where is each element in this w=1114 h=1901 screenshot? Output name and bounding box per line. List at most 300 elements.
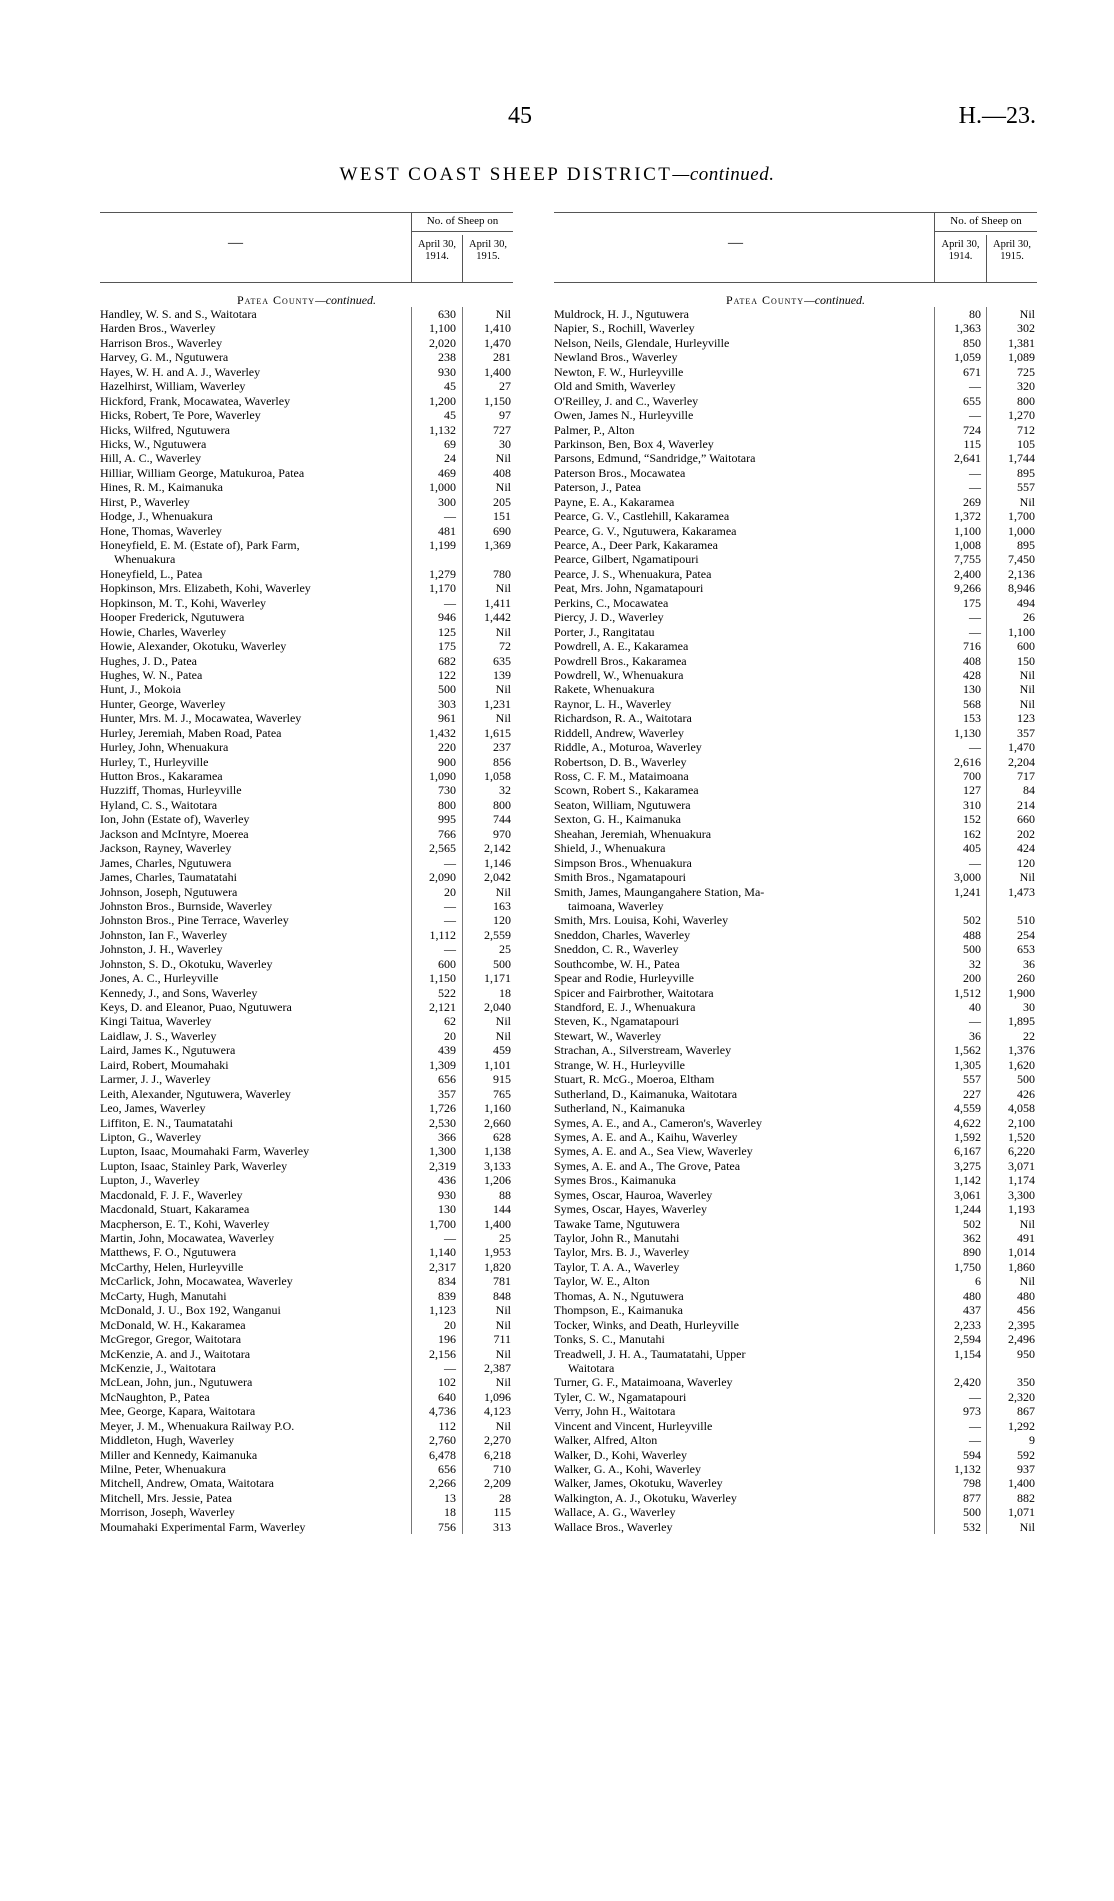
table-row — [100, 625, 513, 639]
sheep-1915: 36 — [1023, 956, 1035, 971]
table-row — [554, 1130, 1037, 1144]
sheep-1914: — — [969, 1418, 981, 1433]
sheep-1914: 961 — [438, 711, 456, 726]
sheep-1915: Nil — [1019, 1216, 1035, 1231]
table-row — [554, 1404, 1037, 1418]
owner-name: Liffiton, E. N., Taumatatahi — [100, 1115, 234, 1130]
table-row — [100, 1303, 513, 1317]
owner-name: Symes Bros., Kaimanuka — [554, 1173, 676, 1188]
owner-name: Smith, Mrs. Louisa, Kohi, Waverley — [554, 913, 729, 928]
sheep-1915: 30 — [499, 436, 511, 451]
table-row — [100, 1361, 513, 1375]
table-row — [554, 524, 1037, 538]
sheep-1915: 281 — [493, 350, 511, 365]
owner-name: Macdonald, Stuart, Kakaramea — [100, 1202, 250, 1217]
sheep-1914: 656 — [438, 1072, 456, 1087]
owner-name: Jackson, Rayney, Waverley — [100, 841, 232, 856]
sheep-1914: 2,616 — [954, 754, 981, 769]
table-row — [554, 957, 1037, 971]
owner-name: Steven, K., Ngamatapouri — [554, 1014, 679, 1029]
owner-name: Spear and Rodie, Hurleyville — [554, 971, 694, 986]
table-row — [100, 1144, 513, 1158]
owner-name: Middleton, Hugh, Waverley — [100, 1433, 235, 1448]
owner-name: Hilliar, William George, Matukuroa, Patea — [100, 465, 305, 480]
owner-name: Harden Bros., Waverley — [100, 321, 216, 336]
sheep-1914: 112 — [438, 1418, 456, 1433]
page-title-continued: —continued. — [672, 164, 775, 185]
sheep-1915: 426 — [1017, 1086, 1035, 1101]
owner-name: Nelson, Neils, Glendale, Hurleyville — [554, 335, 730, 350]
sheep-1914: 220 — [438, 740, 456, 755]
sheep-1914: 152 — [963, 812, 981, 827]
page-title — [0, 164, 1114, 186]
table-row — [554, 509, 1037, 523]
owner-name: Honeyfield, L., Patea — [100, 566, 203, 581]
table-row — [554, 1144, 1037, 1158]
owner-name: Raynor, L. H., Waverley — [554, 696, 672, 711]
sheep-1914: 362 — [963, 1231, 981, 1245]
table-row — [100, 451, 513, 465]
sheep-count-header: No. of Sheep on — [935, 215, 1037, 232]
sheep-1915: 653 — [1017, 942, 1035, 957]
sheep-1914: 18 — [444, 1505, 456, 1520]
sheep-1915: 717 — [1017, 769, 1035, 783]
owner-name: Waitotara — [568, 1360, 615, 1375]
page-reference: H.—23. — [958, 103, 1036, 129]
owner-name: Morrison, Joseph, Waverley — [100, 1505, 235, 1520]
sheep-1914: 439 — [438, 1043, 456, 1058]
sheep-1914: 2,266 — [429, 1476, 456, 1491]
table-row — [554, 654, 1037, 668]
owner-name: Huzziff, Thomas, Hurleyville — [100, 783, 242, 798]
table-row — [554, 1347, 1037, 1361]
table-row — [554, 1419, 1037, 1433]
owner-name: Tonks, S. C., Manutahi — [554, 1332, 665, 1347]
table-row — [100, 1116, 513, 1130]
sheep-1915: 408 — [493, 465, 511, 480]
sheep-1915: 1,400 — [484, 1216, 511, 1231]
owner-name: Sexton, G. H., Kaimanuka — [554, 812, 681, 827]
owner-name: Leith, Alexander, Ngutuwera, Waverley — [100, 1086, 291, 1101]
sheep-1915: 88 — [499, 1187, 511, 1202]
owner-name: Tocker, Winks, and Death, Hurleyville — [554, 1317, 739, 1332]
sheep-1915: 2,387 — [484, 1360, 511, 1375]
owner-name: Walkington, A. J., Okotuku, Waverley — [554, 1490, 737, 1505]
owner-name: McCarty, Hugh, Manutahi — [100, 1288, 227, 1303]
owner-name: Hirst, P., Waverley — [100, 494, 190, 509]
sheep-1915: 2,559 — [484, 927, 511, 942]
sheep-1914: — — [969, 1014, 981, 1029]
sheep-1914: 303 — [438, 696, 456, 711]
sheep-1914: 1,726 — [429, 1101, 456, 1116]
sheep-1915: 26 — [1023, 610, 1035, 625]
owner-name: McKenzie, J., Waitotara — [100, 1360, 216, 1375]
sheep-1915: 1,520 — [1008, 1129, 1035, 1144]
table-row — [554, 1245, 1037, 1259]
sheep-1915: 320 — [1017, 379, 1035, 394]
table-row — [554, 1101, 1037, 1115]
table-row — [100, 1289, 513, 1303]
sheep-1915: 2,040 — [484, 1000, 511, 1014]
sheep-1914: 20 — [444, 1317, 456, 1332]
table-row — [554, 1390, 1037, 1404]
sheep-1914: 716 — [963, 639, 981, 654]
owner-name: Stuart, R. McG., Moeroa, Eltham — [554, 1072, 715, 1087]
table-row — [100, 1029, 513, 1043]
owner-name: Taylor, Mrs. B. J., Waverley — [554, 1245, 690, 1260]
table-row — [100, 1217, 513, 1231]
year-1915-header: April 30, 1915. — [469, 239, 507, 262]
sheep-1915: 1,620 — [1008, 1057, 1035, 1072]
table-row — [554, 827, 1037, 841]
owner-name: Laidlaw, J. S., Waverley — [100, 1028, 217, 1043]
table-row — [100, 552, 513, 566]
sheep-1914: — — [444, 509, 456, 524]
sheep-1914: 502 — [963, 1216, 981, 1231]
sheep-1914: — — [444, 913, 456, 928]
table-row — [100, 1231, 513, 1245]
table-row — [554, 1202, 1037, 1216]
owner-name: Martin, John, Mocawatea, Waverley — [100, 1231, 275, 1245]
owner-name: Hicks, W., Ngutuwera — [100, 436, 207, 451]
table-row — [554, 841, 1037, 855]
owner-name: Larmer, J. J., Waverley — [100, 1072, 211, 1087]
sheep-1914: 125 — [438, 624, 456, 639]
sheep-1915: 18 — [499, 985, 511, 1000]
table-row — [554, 1476, 1037, 1490]
owner-name: Johnston, Ian F., Waverley — [100, 927, 228, 942]
sheep-1914: 3,000 — [954, 870, 981, 885]
owner-name: Hyland, C. S., Waitotara — [100, 797, 218, 812]
sheep-1914: 1,130 — [954, 725, 981, 740]
owner-name: Simpson Bros., Whenuakura — [554, 855, 692, 870]
table-row — [100, 697, 513, 711]
table-row — [554, 798, 1037, 812]
sheep-1915: 144 — [493, 1202, 511, 1217]
owner-name: Sheahan, Jeremiah, Whenuakura — [554, 826, 712, 841]
table-row — [100, 841, 513, 855]
sheep-1915: 9 — [1029, 1433, 1035, 1448]
sheep-1914: 532 — [963, 1519, 981, 1534]
table-row — [100, 1462, 513, 1476]
table-row — [554, 394, 1037, 408]
table-row — [100, 495, 513, 509]
table-row — [554, 379, 1037, 393]
owner-name: Verry, John H., Waitotara — [554, 1404, 676, 1419]
table-row — [554, 1433, 1037, 1447]
owner-name: Riddell, Andrew, Waverley — [554, 725, 685, 740]
sheep-1915: 950 — [1017, 1346, 1035, 1361]
table-row — [554, 913, 1037, 927]
sheep-1914: 469 — [438, 465, 456, 480]
owner-name: Paterson, J., Patea — [554, 480, 641, 495]
table-row — [554, 783, 1037, 797]
table-row — [554, 856, 1037, 870]
sheep-1914: 175 — [438, 639, 456, 654]
sheep-1914: 1,363 — [954, 321, 981, 336]
owner-name: Smith Bros., Ngamatapouri — [554, 870, 686, 885]
sheep-1914: 1,170 — [429, 581, 456, 596]
table-row — [100, 1375, 513, 1389]
sheep-1914: 1,562 — [954, 1043, 981, 1058]
table-row — [554, 321, 1037, 335]
sheep-1914: — — [969, 379, 981, 394]
sheep-1914: — — [969, 610, 981, 625]
sheep-1915: 1,174 — [1008, 1173, 1035, 1188]
table-row — [100, 1058, 513, 1072]
owner-name: Hopkinson, M. T., Kohi, Waverley — [100, 595, 267, 610]
owner-name: Turner, G. F., Mataimoana, Waverley — [554, 1375, 733, 1390]
owner-name: Walker, Alfred, Alton — [554, 1433, 658, 1448]
sheep-1915: 867 — [1017, 1404, 1035, 1419]
sheep-1915: 120 — [1017, 855, 1035, 870]
sheep-1914: 488 — [963, 927, 981, 942]
table-row — [554, 423, 1037, 437]
table-row — [554, 1318, 1037, 1332]
sheep-1914: 408 — [963, 653, 981, 668]
sheep-1915: 1,900 — [1008, 985, 1035, 1000]
owner-name: Walker, James, Okotuku, Waverley — [554, 1476, 723, 1491]
owner-name: Taylor, T. A. A., Waverley — [554, 1259, 680, 1274]
owner-name: Muldrock, H. J., Ngutuwera — [554, 307, 689, 321]
table-row — [100, 870, 513, 884]
owner-name: Hughes, J. D., Patea — [100, 653, 197, 668]
owner-name: Macpherson, E. T., Kohi, Waverley — [100, 1216, 270, 1231]
sheep-1915: 151 — [493, 509, 511, 524]
sheep-1914: 1,132 — [954, 1462, 981, 1476]
table-row — [554, 942, 1037, 956]
table-row — [100, 1000, 513, 1014]
owner-name: Leo, James, Waverley — [100, 1101, 206, 1116]
sheep-1914: 45 — [444, 379, 456, 394]
sheep-1915: 725 — [1017, 364, 1035, 379]
sheep-1915: 350 — [1017, 1375, 1035, 1390]
owner-name: Piercy, J. D., Waverley — [554, 610, 664, 625]
sheep-1915: 744 — [493, 812, 511, 827]
sheep-1915: 2,395 — [1008, 1317, 1035, 1332]
owner-name: Taylor, W. E., Alton — [554, 1274, 650, 1289]
sheep-1914: 1,090 — [429, 769, 456, 783]
sheep-1914: 1,592 — [954, 1129, 981, 1144]
table-row — [100, 538, 513, 552]
table-row — [554, 1375, 1037, 1389]
sheep-1914: 437 — [963, 1303, 981, 1318]
sheep-1915: Nil — [495, 884, 511, 899]
table-row — [554, 971, 1037, 985]
owner-name: Smith, James, Maungangahere Station, Ma- — [554, 884, 765, 899]
sheep-1914: 766 — [438, 826, 456, 841]
table-row — [100, 827, 513, 841]
owner-name: Macdonald, F. J. F., Waverley — [100, 1187, 243, 1202]
sheep-1914: 1,305 — [954, 1057, 981, 1072]
owner-name: McDonald, J. U., Box 192, Wanganui — [100, 1303, 281, 1318]
sheep-1914: 630 — [438, 307, 456, 321]
table-row — [554, 1231, 1037, 1245]
sheep-1914: 405 — [963, 841, 981, 856]
sheep-1915: 1,193 — [1008, 1202, 1035, 1217]
owner-name: McLean, John, jun., Ngutuwera — [100, 1375, 253, 1390]
sheep-1914: 850 — [963, 335, 981, 350]
owner-name: Johnston Bros., Burnside, Waverley — [100, 898, 273, 913]
owner-name: Hicks, Robert, Te Pore, Waverley — [100, 408, 261, 423]
sheep-1915: 1,171 — [484, 971, 511, 986]
table-row — [100, 1043, 513, 1057]
sheep-1915: 882 — [1017, 1490, 1035, 1505]
table-row — [554, 726, 1037, 740]
sheep-1915: 202 — [1017, 826, 1035, 841]
table-row — [554, 1000, 1037, 1014]
table-row — [554, 567, 1037, 581]
sheep-1914: 2,156 — [429, 1346, 456, 1361]
sheep-1915: 1,146 — [484, 855, 511, 870]
owner-name: Sutherland, D., Kaimanuka, Waitotara — [554, 1086, 738, 1101]
table-row — [554, 1217, 1037, 1231]
table-row — [100, 711, 513, 725]
sheep-1915: 25 — [499, 942, 511, 957]
owner-name: Vincent and Vincent, Hurleyville — [554, 1418, 713, 1433]
table-row — [554, 1361, 1037, 1375]
owner-name: Ion, John (Estate of), Waverley — [100, 812, 250, 827]
sheep-1914: 730 — [438, 783, 456, 798]
owner-name: Symes, A. E. and A., The Grove, Patea — [554, 1158, 741, 1173]
sheep-1914: 310 — [963, 797, 981, 812]
sheep-1915: 727 — [493, 422, 511, 437]
table-row — [100, 1274, 513, 1288]
sheep-1915: 1,700 — [1008, 509, 1035, 524]
sheep-1914: 798 — [963, 1476, 981, 1491]
table-row — [554, 437, 1037, 451]
table-row — [554, 1159, 1037, 1173]
sheep-1915: 1,470 — [1008, 740, 1035, 755]
owner-name: Ross, C. F. M., Mataimoana — [554, 769, 689, 783]
sheep-1914: — — [969, 1389, 981, 1404]
sheep-1915: 2,204 — [1008, 754, 1035, 769]
sheep-1915: 3,071 — [1008, 1158, 1035, 1173]
table-row — [100, 1101, 513, 1115]
owner-name: Laird, Robert, Moumahaki — [100, 1057, 229, 1072]
sheep-1914: 24 — [444, 451, 456, 466]
sheep-1914: 839 — [438, 1288, 456, 1303]
owner-name: Stewart, W., Waverley — [554, 1028, 662, 1043]
sheep-1914: 13 — [444, 1490, 456, 1505]
sheep-1915: 97 — [499, 408, 511, 423]
sheep-1914: 115 — [963, 436, 981, 451]
sheep-1914: 1,309 — [429, 1057, 456, 1072]
owner-name: Mitchell, Andrew, Omata, Waitotara — [100, 1476, 274, 1491]
sheep-1914: 130 — [963, 682, 981, 697]
sheep-1914: 3,061 — [954, 1187, 981, 1202]
owner-name: Spicer and Fairbrother, Waitotara — [554, 985, 714, 1000]
sheep-1915: 72 — [499, 639, 511, 654]
table-row — [100, 350, 513, 364]
sheep-1915: 27 — [499, 379, 511, 394]
sheep-1914: 522 — [438, 985, 456, 1000]
owner-name: Mitchell, Mrs. Jessie, Patea — [100, 1490, 232, 1505]
sheep-1914: — — [444, 1231, 456, 1245]
sheep-1915: 915 — [493, 1072, 511, 1087]
table-row — [554, 1058, 1037, 1072]
table-row — [100, 856, 513, 870]
owner-name: taimoana, Waverley — [568, 898, 664, 913]
sheep-1914: 40 — [969, 1000, 981, 1014]
owner-name: Pearce, A., Deer Park, Kakaramea — [554, 538, 718, 552]
table-row — [100, 365, 513, 379]
sheep-1914: 1,100 — [954, 523, 981, 538]
owner-name: Symes, A. E. and A., Kaihu, Waverley — [554, 1129, 738, 1144]
owner-name: Peat, Mrs. John, Ngamatapouri — [554, 581, 704, 596]
owner-name: Shield, J., Whenuakura — [554, 841, 666, 856]
table-row — [554, 1520, 1037, 1534]
sheep-1915: 712 — [1017, 422, 1035, 437]
sheep-1914: 2,020 — [429, 335, 456, 350]
year-1914-header: April 30, 1914. — [418, 239, 456, 262]
sheep-1915: Nil — [495, 1317, 511, 1332]
owner-name: Kennedy, J., and Sons, Waverley — [100, 985, 258, 1000]
sheep-1914: 45 — [444, 408, 456, 423]
sheep-1914: 1,200 — [429, 393, 456, 408]
sheep-1915: 800 — [493, 797, 511, 812]
owner-name: Symes, Oscar, Hauroa, Waverley — [554, 1187, 713, 1202]
sheep-1915: 781 — [493, 1274, 511, 1289]
sheep-1915: 2,142 — [484, 841, 511, 856]
sheep-1915: 302 — [1017, 321, 1035, 336]
owner-name: Perkins, C., Mocawatea — [554, 595, 669, 610]
owner-name: Sneddon, C. R., Waverley — [554, 942, 679, 957]
sheep-1915: Nil — [1019, 696, 1035, 711]
sheep-1915: 1,101 — [484, 1057, 511, 1072]
table-row — [100, 596, 513, 610]
sheep-1914: 724 — [963, 422, 981, 437]
owner-name: Symes, A. E., and A., Cameron's, Waverley — [554, 1115, 762, 1130]
sheep-1915: Nil — [1019, 682, 1035, 697]
owner-name: Handley, W. S. and S., Waitotara — [100, 307, 257, 321]
sheep-1915: 260 — [1017, 971, 1035, 986]
sheep-1915: 592 — [1017, 1447, 1035, 1462]
table-row — [100, 1419, 513, 1433]
table-row — [100, 480, 513, 494]
sheep-1914: 2,530 — [429, 1115, 456, 1130]
owner-name: Howie, Alexander, Okotuku, Waverley — [100, 639, 287, 654]
sheep-1915: 2,100 — [1008, 1115, 1035, 1130]
sheep-1914: 656 — [438, 1462, 456, 1476]
sheep-1915: 660 — [1017, 812, 1035, 827]
table-row — [554, 812, 1037, 826]
sheep-1915: 2,660 — [484, 1115, 511, 1130]
owner-name: Howie, Charles, Waverley — [100, 624, 227, 639]
table-row — [554, 1332, 1037, 1346]
sheep-1914: 20 — [444, 1028, 456, 1043]
sheep-1914: 655 — [963, 393, 981, 408]
name-column-header: — — [228, 235, 243, 251]
sheep-1914: 436 — [438, 1173, 456, 1188]
owner-name: Hunter, Mrs. M. J., Mocawatea, Waverley — [100, 711, 302, 726]
sheep-1915: 357 — [1017, 725, 1035, 740]
sheep-1914: — — [969, 465, 981, 480]
sheep-1914: 162 — [963, 826, 981, 841]
owner-name: Keys, D. and Eleanor, Puao, Ngutuwera — [100, 1000, 292, 1014]
table-row — [554, 711, 1037, 725]
owner-name: Strachan, A., Silverstream, Waverley — [554, 1043, 732, 1058]
owner-name: Hurley, T., Hurleyville — [100, 754, 209, 769]
owner-name: Hopkinson, Mrs. Elizabeth, Kohi, Waverley — [100, 581, 311, 596]
name-column-header: — — [728, 235, 743, 251]
sheep-1914: 481 — [438, 523, 456, 538]
owner-name: Richardson, R. A., Waitotara — [554, 711, 692, 726]
sheep-1914: — — [969, 855, 981, 870]
table-row — [554, 350, 1037, 364]
sheep-1914: 200 — [963, 971, 981, 986]
table-row — [554, 581, 1037, 595]
